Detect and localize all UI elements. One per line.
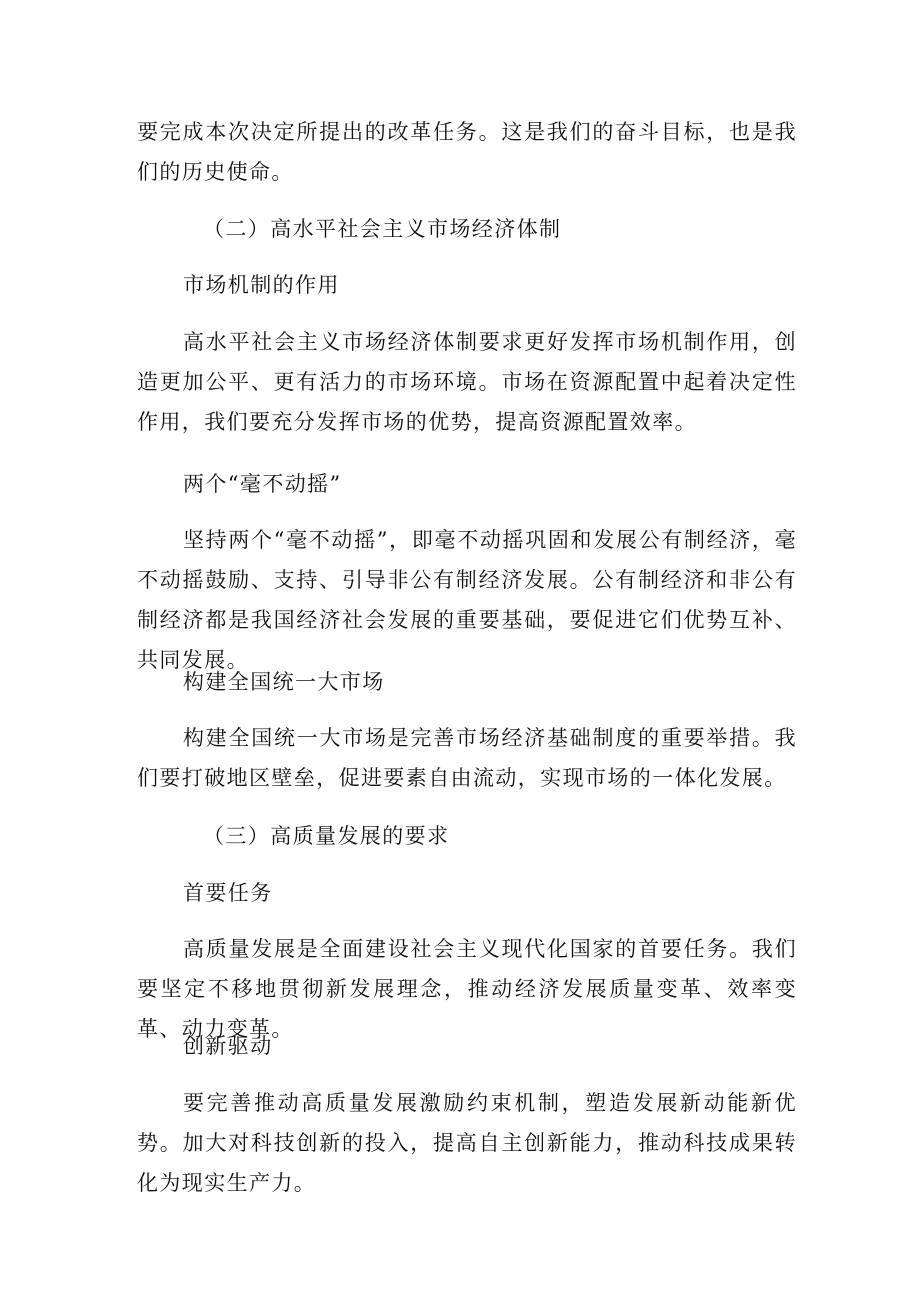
subheading-primary-task: 首要任务 [183, 881, 273, 905]
paragraph-market-mechanism: 高水平社会主义市场经济体制要求更好发挥市场机制作用，创造更加公平、更有活力的市场环境。市场在资源配置中起着决定性作用，我们要充分发挥市场的优势，提高资源配置效率。 [137, 330, 797, 434]
subheading-innovation: 创新驱动 [183, 1034, 273, 1058]
paragraph-innovation: 要完善推动高质量发展激励约束机制，塑造发展新动能新优势。加大对科技创新的投入，提高自主创新能力，推动科技成果转化为现实生产力。 [137, 1091, 797, 1195]
paragraph-unified-market: 构建全国统一大市场是完善市场经济基础制度的重要举措。我们要打破地区壁垒，促进要素自由流动，实现市场的一体化发展。 [137, 726, 797, 790]
subheading-market-mechanism: 市场机制的作用 [183, 273, 340, 297]
paragraph-primary-task: 高质量发展是全面建设社会主义现代化国家的首要任务。我们要坚定不移地贯彻新发展理念，推动经济发展质量变革、效率变革、动力变革。 [137, 937, 797, 1041]
paragraph-two-unwavering: 坚持两个“毫不动摇”，即毫不动摇巩固和发展公有制经济，毫不动摇鼓励、支持、引导非公有制经济发展。公有制经济和非公有制经济都是我国经济社会发展的重要基础，要促进它们优势互补、共同发展。 [137, 528, 797, 672]
section-heading-3: （三）高质量发展的要求 [203, 824, 450, 848]
subheading-two-unwavering: 两个“毫不动摇” [183, 472, 342, 496]
subheading-unified-market: 构建全国统一大市场 [183, 670, 385, 694]
paragraph-continued: 要完成本次决定所提出的改革任务。这是我们的奋斗目标，也是我们的历史使命。 [137, 120, 797, 184]
section-heading-2: （二）高水平社会主义市场经济体制 [203, 217, 562, 241]
